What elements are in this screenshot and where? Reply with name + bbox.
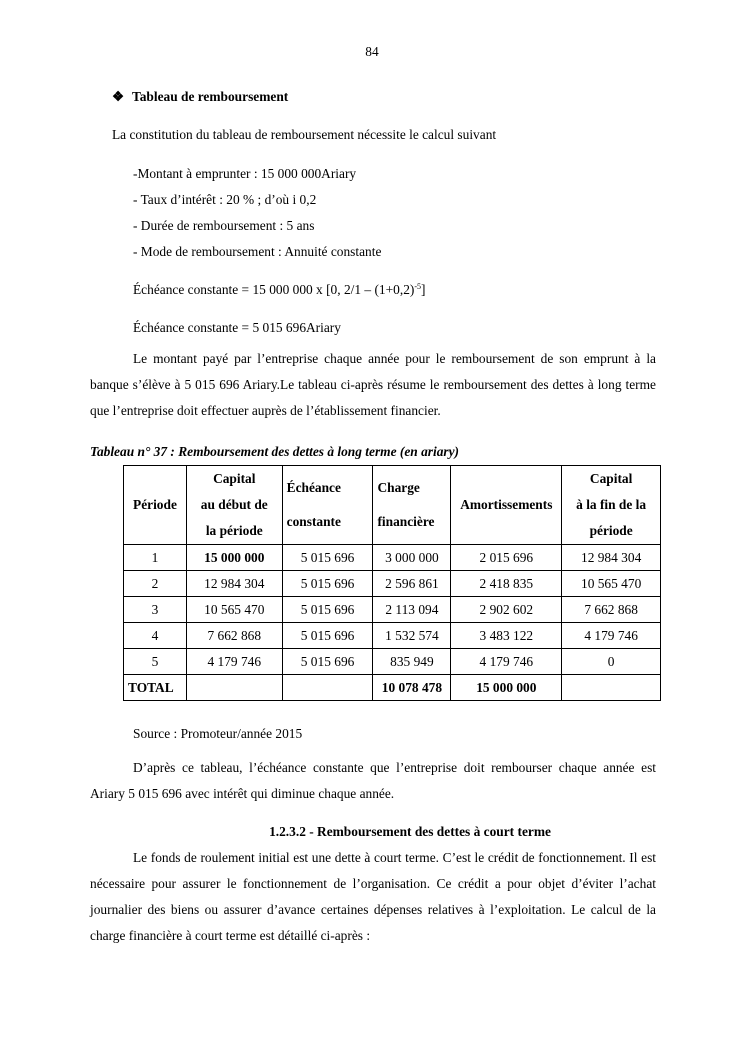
subsection-title: 1.2.3.2 - Remboursement des dettes à court terme — [269, 824, 551, 839]
header-amortissements: Amortissements — [451, 466, 562, 545]
diamond-bullet-icon: ❖ — [112, 89, 125, 104]
total-amortissements: 15 000 000 — [451, 675, 562, 701]
table-row: 2 12 984 304 5 015 696 2 596 861 2 418 835 10 565 470 — [124, 571, 661, 597]
table-header-row — [124, 466, 661, 545]
header-periode: Période — [124, 466, 187, 545]
formula — [133, 282, 426, 298]
header-capital-fin: Capital à la fin de la période — [562, 466, 661, 545]
table-source: Source : Promoteur/année 2015 — [133, 726, 303, 741]
paragraph-court-terme — [90, 845, 656, 949]
formula-exponent: -5 — [414, 282, 422, 291]
section-heading-text: Tableau de remboursement — [132, 89, 289, 104]
header-echeance: Échéance constante — [282, 466, 373, 545]
table-row: 3 10 565 470 5 015 696 2 113 094 2 902 602 7 662 868 — [124, 597, 661, 623]
paragraph-conclusion — [90, 755, 656, 807]
formula-prefix: Échéance constante = 15 000 000 x [0, 2/1 – (1+0,2) — [133, 282, 415, 297]
header-capital-debut: Capital au début de la période — [186, 466, 282, 545]
total-label: TOTAL — [124, 675, 187, 701]
param-duree: - Durée de remboursement : 5 ans — [133, 218, 315, 233]
table-row: 4 7 662 868 5 015 696 1 532 574 3 483 122 4 179 746 — [124, 623, 661, 649]
table-row: 5 4 179 746 5 015 696 835 949 4 179 746 0 — [124, 649, 661, 675]
param-mode: - Mode de remboursement : Annuité constante — [133, 244, 382, 259]
table-total-row — [124, 675, 661, 701]
intro-text: La constitution du tableau de remboursement nécessite le calcul suivant — [112, 127, 497, 142]
formula-suffix: ] — [421, 282, 426, 297]
paragraph-conclusion-text: D’après ce tableau, l’échéance constante que l’entreprise doit rembourser chaque année est Ariary 5 015 696 avec intérêt qui diminue chaque année. — [90, 760, 656, 801]
paragraph-court-terme-text: Le fonds de roulement initial est une dette à court terme. C’est le crédit de fonctionnement. Il est nécessaire pour assurer le fonctionnement de l’organisation. Ce crédit a pour objet d’éviter l’achat journalier des biens ou assurer d’avance certaines dépenses relatives à l’exploitation. Le calcul de la charge financière à court terme est détaillé ci-après : — [90, 850, 656, 943]
param-taux: - Taux d’intérêt : 20 % ; d’où i 0,2 — [133, 192, 317, 207]
header-charge: Charge financière — [373, 466, 451, 545]
formula-result: Échéance constante = 5 015 696Ariary — [133, 320, 341, 335]
table-row: 1 15 000 000 5 015 696 3 000 000 2 015 696 12 984 304 — [124, 545, 661, 571]
repayment-table — [123, 465, 661, 701]
paragraph-montant — [90, 346, 656, 424]
param-montant: -Montant à emprunter : 15 000 000Ariary — [133, 166, 357, 181]
section-heading — [112, 89, 288, 105]
total-charge: 10 078 478 — [373, 675, 451, 701]
page-number: 84 — [365, 44, 379, 59]
paragraph-montant-text: Le montant payé par l’entreprise chaque année pour le remboursement de son emprunt à la banque s’élève à 5 015 696 Ariary.Le tableau ci-après résume le remboursement des dettes à long terme que l’entreprise doit effectuer auprès de l’établissement financier. — [90, 351, 656, 418]
table-caption: Tableau n° 37 : Remboursement des dettes à long terme (en ariary) — [90, 444, 460, 459]
